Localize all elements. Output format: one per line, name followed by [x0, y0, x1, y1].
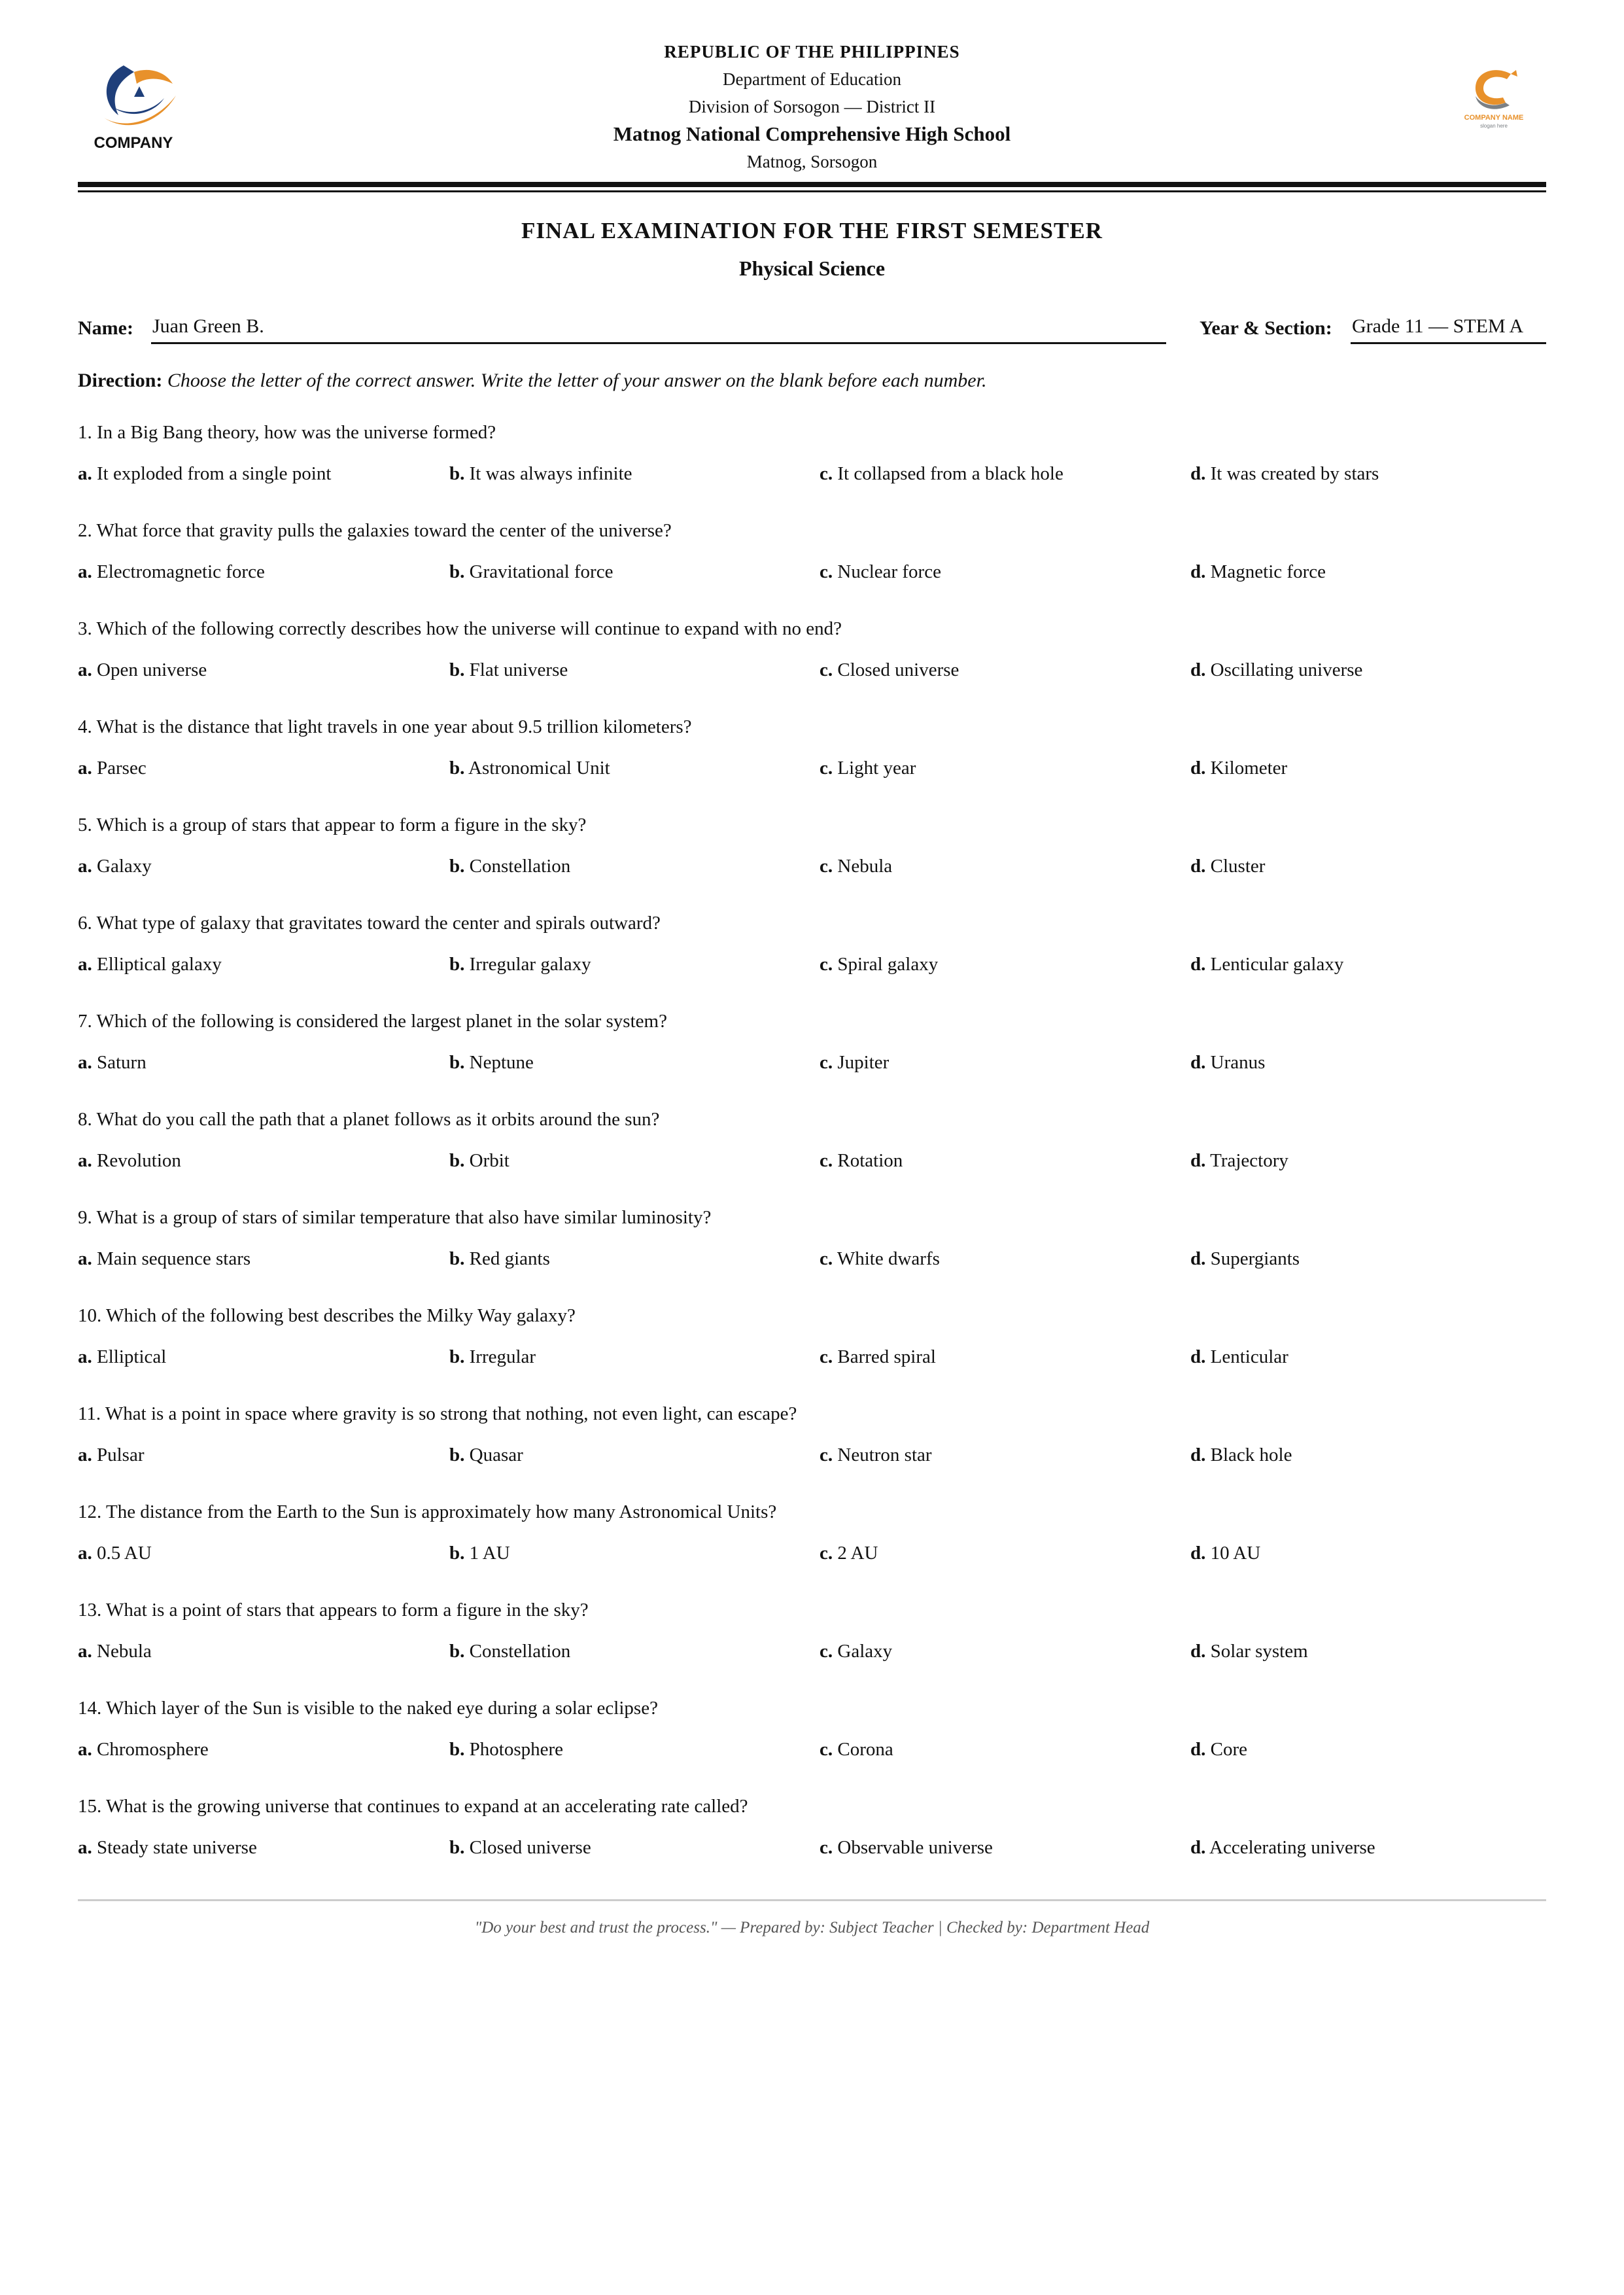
option-letter: a.	[78, 1837, 92, 1858]
option-text: Nebula	[97, 1641, 152, 1662]
option-text: Observable universe	[837, 1837, 993, 1858]
option-text: Closed universe	[837, 659, 959, 680]
option-text: Nuclear force	[837, 561, 941, 582]
option-text: Main sequence stars	[97, 1248, 251, 1269]
question-stem: 6. What type of galaxy that gravitates toward the center and spirals outward?	[78, 913, 661, 934]
option-text: Flat universe	[469, 659, 568, 680]
answer-option	[820, 1638, 892, 1664]
option-letter: c.	[820, 1739, 833, 1760]
option-text: Neptune	[469, 1052, 534, 1073]
footer-note: "Do your best and trust the process." — Prepared by: Subject Teacher | Checked by: Department Head	[474, 1919, 1150, 1936]
option-letter: a.	[78, 561, 92, 582]
question-item	[78, 1106, 1546, 1204]
option-letter: d.	[1190, 659, 1206, 680]
answer-option	[449, 853, 570, 879]
option-letter: b.	[449, 1739, 465, 1760]
answer-option	[78, 1442, 145, 1468]
answer-option	[1190, 1148, 1288, 1174]
option-letter: b.	[449, 561, 465, 582]
answer-option	[820, 1049, 889, 1076]
header-text	[78, 38, 1546, 175]
option-text: Galaxy	[97, 856, 152, 877]
question-stem: 11. What is a point in space where gravity is so strong that nothing, not even light, can escape?	[78, 1403, 797, 1424]
footer-rule	[78, 1899, 1546, 1901]
question-stem: 10. Which of the following best describes the Milky Way galaxy?	[78, 1305, 576, 1326]
option-letter: d.	[1190, 1739, 1206, 1760]
option-letter: c.	[820, 1445, 833, 1465]
option-letter: c.	[820, 856, 833, 877]
option-text: Red giants	[469, 1248, 550, 1269]
answer-option	[449, 1246, 550, 1272]
option-text: It collapsed from a black hole	[837, 463, 1063, 484]
exam-header	[78, 0, 1546, 196]
option-letter: b.	[449, 463, 465, 484]
option-letter: a.	[78, 856, 92, 877]
option-letter: c.	[820, 1543, 833, 1564]
option-letter: d.	[1190, 561, 1206, 582]
option-letter: a.	[78, 954, 92, 975]
answer-option	[78, 1344, 166, 1370]
answer-option	[78, 559, 265, 585]
option-letter: b.	[449, 856, 465, 877]
department-heading: Department of Education	[723, 69, 901, 89]
school-heading: Matnog National Comprehensive High School	[613, 122, 1011, 145]
option-letter: c.	[820, 758, 833, 779]
question-list	[78, 419, 1546, 1891]
answer-option	[1190, 461, 1379, 487]
question-stem: 3. Which of the following correctly describes how the universe will continue to expand with no end?	[78, 618, 842, 639]
year-section-label: Year & Section:	[1200, 317, 1332, 339]
option-letter: d.	[1190, 1837, 1206, 1858]
option-letter: a.	[78, 659, 92, 680]
answer-option	[449, 1148, 510, 1174]
option-letter: b.	[449, 758, 465, 779]
answer-option	[820, 1148, 903, 1174]
option-text: Barred spiral	[837, 1346, 936, 1367]
left-logo-text: COMPANY	[94, 134, 173, 152]
answer-option	[820, 559, 941, 585]
answer-option	[78, 1049, 147, 1076]
option-letter: b.	[449, 1837, 465, 1858]
option-letter: c.	[820, 659, 833, 680]
option-text: Neutron star	[837, 1445, 932, 1465]
option-letter: c.	[820, 1346, 833, 1367]
option-letter: b.	[449, 1150, 465, 1171]
answer-option	[78, 1736, 209, 1762]
republic-heading: REPUBLIC OF THE PHILIPPINES	[664, 42, 960, 61]
option-text: 2 AU	[837, 1543, 878, 1564]
option-letter: a.	[78, 1543, 92, 1564]
question-item	[78, 910, 1546, 1008]
option-text: Solar system	[1210, 1641, 1308, 1662]
exam-page	[78, 0, 1546, 2295]
option-text: It was created by stars	[1210, 463, 1379, 484]
student-info-row	[78, 311, 1546, 343]
answer-option	[78, 853, 152, 879]
option-letter: c.	[820, 1248, 833, 1269]
answer-option	[78, 461, 331, 487]
option-letter: a.	[78, 1346, 92, 1367]
name-label: Name:	[78, 317, 133, 339]
answer-option	[78, 1638, 152, 1664]
option-letter: d.	[1190, 463, 1206, 484]
option-text: Quasar	[469, 1445, 523, 1465]
answer-option	[820, 1834, 993, 1861]
answer-option	[449, 1049, 534, 1076]
answer-option	[1190, 1834, 1375, 1861]
answer-option	[78, 755, 147, 781]
option-letter: b.	[449, 954, 465, 975]
option-letter: d.	[1190, 1543, 1206, 1564]
question-stem: 8. What do you call the path that a planet follows as it orbits around the sun?	[78, 1109, 660, 1130]
answer-option	[449, 1736, 563, 1762]
answer-option	[820, 1344, 936, 1370]
option-text: Kilometer	[1210, 758, 1288, 779]
name-field[interactable]: Juan Green B.	[151, 311, 1166, 344]
answer-option	[1190, 1344, 1288, 1370]
option-text: Closed universe	[469, 1837, 591, 1858]
answer-option	[78, 1540, 152, 1566]
right-logo-slogan: slogan here	[1480, 123, 1508, 129]
exam-title: FINAL EXAMINATION FOR THE FIRST SEMESTER	[521, 218, 1103, 243]
option-text: Core	[1210, 1739, 1248, 1760]
question-stem: 9. What is a group of stars of similar temperature that also have similar luminosity?	[78, 1207, 712, 1228]
answer-option	[78, 1834, 257, 1861]
question-item	[78, 616, 1546, 714]
question-item	[78, 1008, 1546, 1106]
question-item	[78, 1597, 1546, 1695]
option-text: Galaxy	[837, 1641, 893, 1662]
answer-option	[1190, 755, 1287, 781]
answer-option	[78, 1246, 251, 1272]
question-item	[78, 1303, 1546, 1401]
option-text: Open universe	[97, 659, 207, 680]
option-text: Elliptical	[97, 1346, 167, 1367]
answer-option	[1190, 1736, 1247, 1762]
option-letter: c.	[820, 1837, 833, 1858]
answer-option	[1190, 559, 1326, 585]
option-text: Parsec	[97, 758, 147, 779]
option-letter: a.	[78, 1641, 92, 1662]
answer-option	[820, 461, 1063, 487]
option-letter: a.	[78, 1150, 92, 1171]
option-text: 0.5 AU	[97, 1543, 152, 1564]
option-text: 10 AU	[1210, 1543, 1261, 1564]
option-letter: b.	[449, 1248, 465, 1269]
option-letter: b.	[449, 1346, 465, 1367]
option-letter: c.	[820, 954, 833, 975]
answer-option	[449, 951, 591, 977]
option-letter: b.	[449, 1445, 465, 1465]
option-text: Cluster	[1210, 856, 1266, 877]
answer-option	[1190, 657, 1362, 683]
question-item	[78, 517, 1546, 616]
option-text: Black hole	[1210, 1445, 1292, 1465]
answer-option	[449, 461, 632, 487]
question-item	[78, 1401, 1546, 1499]
question-stem: 1. In a Big Bang theory, how was the universe formed?	[78, 422, 496, 443]
option-text: Elliptical galaxy	[97, 954, 222, 975]
question-stem: 2. What force that gravity pulls the galaxies toward the center of the universe?	[78, 520, 672, 541]
option-letter: c.	[820, 1150, 833, 1171]
option-text: Orbit	[469, 1150, 510, 1171]
direction	[78, 370, 1546, 392]
division-heading: Division of Sorsogon — District II	[688, 97, 936, 116]
question-item	[78, 1499, 1546, 1597]
answer-option	[449, 755, 610, 781]
question-item	[78, 419, 1546, 517]
option-text: Spiral galaxy	[837, 954, 939, 975]
option-text: Uranus	[1210, 1052, 1266, 1073]
option-text: Accelerating universe	[1209, 1837, 1375, 1858]
option-letter: d.	[1190, 1150, 1206, 1171]
question-stem: 14. Which layer of the Sun is visible to the naked eye during a solar eclipse?	[78, 1698, 658, 1719]
answer-option	[820, 755, 916, 781]
answer-option	[1190, 951, 1343, 977]
answer-option	[449, 1638, 570, 1664]
option-text: Supergiants	[1210, 1248, 1300, 1269]
question-stem: 12. The distance from the Earth to the Sun is approximately how many Astronomical Units?	[78, 1501, 777, 1522]
question-item	[78, 1204, 1546, 1303]
answer-option	[449, 1834, 591, 1861]
option-text: Chromosphere	[97, 1739, 209, 1760]
option-text: Gravitational force	[469, 561, 613, 582]
option-text: Astronomical Unit	[468, 758, 610, 779]
question-item	[78, 812, 1546, 910]
option-letter: d.	[1190, 856, 1206, 877]
option-letter: b.	[449, 1052, 465, 1073]
option-letter: d.	[1190, 758, 1206, 779]
option-text: Light year	[837, 758, 916, 779]
answer-option	[78, 951, 222, 977]
option-text: Nebula	[837, 856, 893, 877]
option-letter: d.	[1190, 1346, 1206, 1367]
answer-option	[820, 853, 892, 879]
answer-option	[820, 1246, 940, 1272]
option-text: Jupiter	[837, 1052, 890, 1073]
option-text: Pulsar	[97, 1445, 145, 1465]
option-letter: c.	[820, 1052, 833, 1073]
answer-option	[1190, 1540, 1260, 1566]
option-text: Lenticular galaxy	[1210, 954, 1344, 975]
option-letter: a.	[78, 1445, 92, 1465]
year-section-field[interactable]: Grade 11 — STEM A	[1351, 311, 1546, 344]
option-text: Constellation	[469, 1641, 571, 1662]
answer-option	[820, 1442, 932, 1468]
answer-option	[449, 559, 613, 585]
option-text: It was always infinite	[469, 463, 632, 484]
option-text: Rotation	[837, 1150, 903, 1171]
option-text: Oscillating universe	[1210, 659, 1363, 680]
option-text: It exploded from a single point	[97, 463, 332, 484]
answer-option	[820, 1540, 878, 1566]
option-text: Corona	[837, 1739, 893, 1760]
option-letter: b.	[449, 659, 465, 680]
answer-option	[78, 657, 207, 683]
option-text: Magnetic force	[1210, 561, 1326, 582]
answer-option	[449, 1344, 536, 1370]
option-letter: b.	[449, 1641, 465, 1662]
option-text: White dwarfs	[837, 1248, 940, 1269]
question-item	[78, 1793, 1546, 1891]
option-text: Electromagnetic force	[97, 561, 265, 582]
answer-option	[820, 951, 938, 977]
question-stem: 7. Which of the following is considered the largest planet in the solar system?	[78, 1011, 667, 1032]
answer-option	[1190, 1049, 1265, 1076]
option-letter: d.	[1190, 1248, 1206, 1269]
option-letter: d.	[1190, 1641, 1206, 1662]
option-text: Irregular	[469, 1346, 536, 1367]
option-letter: c.	[820, 463, 833, 484]
question-item	[78, 714, 1546, 812]
option-text: Irregular galaxy	[469, 954, 591, 975]
direction-text: Choose the letter of the correct answer. Write the letter of your answer on the blank before each number.	[167, 370, 987, 391]
option-text: Trajectory	[1210, 1150, 1288, 1171]
answer-option	[449, 1540, 510, 1566]
answer-option	[820, 657, 959, 683]
option-text: Steady state universe	[97, 1837, 257, 1858]
option-letter: b.	[449, 1543, 465, 1564]
question-stem: 15. What is the growing universe that continues to expand at an accelerating rate called?	[78, 1796, 748, 1817]
option-letter: a.	[78, 1248, 92, 1269]
right-logo-text: COMPANY NAME	[1464, 114, 1524, 122]
option-letter: d.	[1190, 954, 1206, 975]
answer-option	[449, 657, 568, 683]
option-text: Photosphere	[469, 1739, 564, 1760]
option-letter: c.	[820, 561, 833, 582]
answer-option	[820, 1736, 893, 1762]
answer-option	[1190, 1442, 1292, 1468]
answer-option	[1190, 1638, 1308, 1664]
option-letter: a.	[78, 758, 92, 779]
direction-label: Direction:	[78, 370, 163, 391]
option-text: 1 AU	[469, 1543, 510, 1564]
town-heading: Matnog, Sorsogon	[746, 152, 878, 171]
option-text: Saturn	[97, 1052, 147, 1073]
option-letter: a.	[78, 1739, 92, 1760]
question-stem: 4. What is the distance that light travels in one year about 9.5 trillion kilometers?	[78, 716, 692, 737]
answer-option	[78, 1148, 181, 1174]
question-stem: 13. What is a point of stars that appears to form a figure in the sky?	[78, 1600, 589, 1621]
exam-subject: Physical Science	[738, 256, 886, 280]
option-text: Constellation	[469, 856, 571, 877]
option-letter: a.	[78, 463, 92, 484]
answer-option	[449, 1442, 523, 1468]
option-letter: d.	[1190, 1445, 1206, 1465]
option-text: Revolution	[97, 1150, 181, 1171]
header-rule-thin	[78, 190, 1546, 192]
option-letter: a.	[78, 1052, 92, 1073]
option-letter: c.	[820, 1641, 833, 1662]
header-rule-thick	[78, 182, 1546, 187]
company-logo-right	[1455, 62, 1533, 134]
question-item	[78, 1695, 1546, 1793]
option-letter: d.	[1190, 1052, 1206, 1073]
option-text: Lenticular	[1210, 1346, 1288, 1367]
answer-option	[1190, 1246, 1300, 1272]
answer-option	[1190, 853, 1265, 879]
question-stem: 5. Which is a group of stars that appear to form a figure in the sky?	[78, 815, 587, 835]
